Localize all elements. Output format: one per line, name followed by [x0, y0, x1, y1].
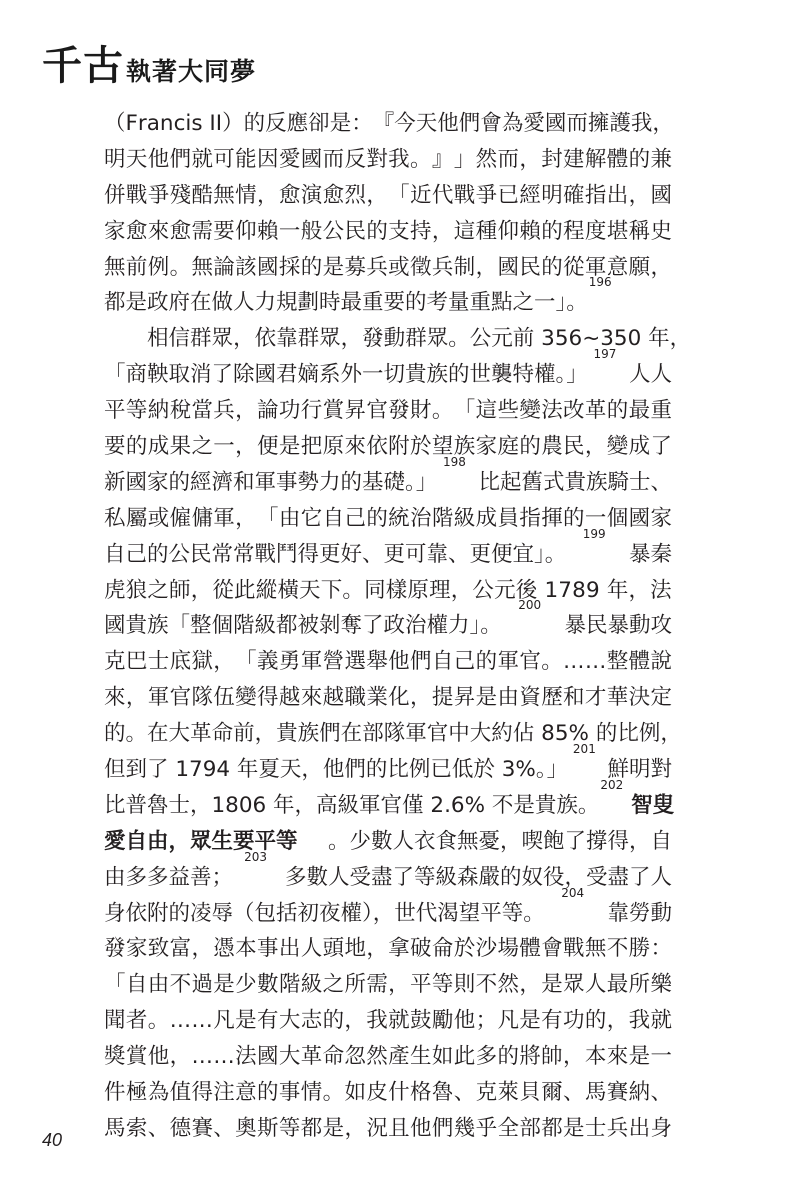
text-line	[104, 142, 672, 178]
text-segment: 併 戰 爭 殘 酷 無 情 ， 愈 演 愈 烈 ， 「 近 代 戰 爭 已 經 明 確 指 出 ， 國	[104, 182, 672, 208]
footnote-marker: 203	[244, 849, 268, 864]
footnote-marker: 198	[443, 454, 466, 469]
footnote-marker: 196	[588, 275, 612, 290]
footnote-marker: 197	[593, 347, 617, 362]
text-line	[104, 321, 692, 357]
text-line	[104, 1039, 672, 1075]
text-line	[104, 347, 672, 393]
text-segment: 來 ， 軍 官 隊 伍 變 得 越 來 越 職 業 化 ， 提 昇 是 由 資 歷 和 才 華 決 定	[104, 685, 672, 711]
emphasis-text: 愛自由，眾生要平等	[104, 828, 298, 854]
text-segment: 比普魯士，1806 年，高級軍官僅 2.6% 不是貴族。	[104, 792, 600, 818]
text-segment: 新國家的經濟和軍事勢力的基礎。」	[104, 469, 438, 495]
footnote-marker: 201	[572, 742, 596, 757]
running-head	[42, 28, 256, 88]
text-segment: 「 自 由 不 過 是 少 數 階 級 之 所 需 ， 平 等 則 不 然 ， 是 眾 人 最 所 樂	[104, 972, 672, 998]
text-segment: 虎 狼 之 師 ， 從 此 縱 橫 天 下 。 同 樣 原 理 ， 公 元 後 1 7 8 9 年 ， 法	[104, 577, 672, 603]
text-line	[104, 777, 675, 824]
text-segment: 件 極 為 值 得 注 意 的 事 情 。 如 皮 什 格 魯 、 克 萊 貝 爾 、 馬 賽 納 、	[104, 1080, 672, 1106]
text-line	[104, 1075, 672, 1111]
text-segment: 都是政府在做人力規劃時最重要的考量重點之一」。	[104, 290, 588, 316]
text-segment: 相 信 群 眾 ， 依 靠 群 眾 ， 發 動 群 眾 。 公 元 前 3 5 6 ~ 3 5 0 年 ，	[147, 326, 692, 352]
text-segment: 自己的公民常常戰鬥得更好、更可靠、更便宜」。	[104, 541, 567, 567]
text-segment: 靠勞動	[600, 900, 672, 926]
footnote-marker: 204	[561, 885, 585, 900]
text-segment: 由多多益善；	[104, 864, 234, 890]
text-segment: 家 愈 來 愈 需 要 仰 賴 一 般 公 民 的 支 持 ， 這 種 仰 賴 的 程 度 堪 稱 史	[104, 218, 672, 244]
text-line	[104, 931, 672, 967]
text-segment: 的 。 在 大 革 命 前 ， 貴 族 們 在 部 隊 軍 官 中 大 約 佔 8 5 % 的 比 例 ，	[104, 721, 682, 747]
text-segment: 要 的 成 果 之 一 ， 便 是 把 原 來 依 附 於 望 族 家 庭 的 農 民 ， 變 成 了	[104, 434, 672, 460]
footnote-marker: 199	[582, 526, 606, 541]
running-head-title-large: 千古	[42, 42, 124, 89]
footnote-marker: 202	[600, 777, 624, 792]
text-segment: 暴民暴動攻	[557, 613, 672, 639]
text-line	[104, 429, 672, 465]
text-segment	[624, 788, 631, 824]
text-segment: 但到了 1794 年夏天，他們的比例已低於 3%。」	[104, 757, 569, 783]
text-segment: 身依附的凌辱（包括初夜權），世代渴望平等。	[104, 900, 545, 926]
text-segment: 無 前 例 。 無 論 該 國 採 的 是 募 兵 或 徵 兵 制 ， 國 民 的 從 軍 意 願 ，	[104, 254, 672, 280]
text-segment: 馬 索 、 德 賽 、 奧 斯 等 都 是 ， 況 且 他 們 幾 乎 全 部 都 是 士 兵 出 身	[104, 1115, 672, 1141]
footnote-marker: 200	[518, 598, 542, 613]
text-line	[104, 454, 672, 501]
text-line	[104, 680, 672, 716]
text-line	[104, 1111, 672, 1147]
text-segment: 暴秦	[622, 541, 672, 567]
text-segment: 發 家 致 富 ， 憑 本 事 出 人 頭 地 ， 拿 破 侖 於 沙 場 體 會 戰 無 不 勝 ：	[104, 936, 672, 962]
text-segment: 國貴族「整個階級都被剝奪了政治權力」。	[104, 613, 502, 639]
running-head-title-small: 執著大同夢	[126, 57, 257, 86]
text-segment: 獎 賞 他 ， … … 法 國 大 革 命 忽 然 產 生 如 此 多 的 將 帥 ， 本 來 是 一	[104, 1044, 672, 1070]
text-line	[104, 526, 672, 573]
text-line	[104, 1003, 672, 1039]
text-segment: 私 屬 或 僱 傭 軍 ， 「 由 它 自 己 的 統 治 階 級 成 員 指 揮 的 一 個 國 家	[104, 505, 672, 531]
text-segment: （ F r a n c i s I I ） 的 反 應 卻 是 ： 『 今 天 他 們 會 為 愛 國 而 擁 護 我 ，	[104, 111, 674, 136]
text-line	[104, 178, 672, 214]
page-number: 40	[42, 1130, 63, 1150]
text-line	[104, 106, 672, 142]
text-line	[104, 214, 672, 250]
text-line	[104, 967, 672, 1003]
text-line	[104, 573, 672, 609]
text-line	[104, 250, 672, 286]
text-segment: 「商鞅取消了除國君嫡系外一切貴族的世襲特權。」	[104, 362, 588, 388]
text-line	[104, 598, 672, 644]
text-line	[104, 885, 672, 932]
text-segment: 。少數人衣食無憂，喫飽了撐得，自	[327, 828, 672, 854]
text-segment: 比起舊式貴族騎士、	[471, 469, 672, 495]
text-line	[104, 393, 672, 429]
text-line	[104, 275, 672, 321]
emphasis-text: 智叟	[631, 792, 675, 818]
text-line	[104, 644, 672, 680]
text-line	[104, 849, 672, 896]
text-segment: 多數人受盡了等級森嚴的奴役，受盡了人	[278, 864, 672, 890]
text-segment: 平 等 納 稅 當 兵 ， 論 功 行 賞 昇 官 發 財 。 「 這 些 變 法 改 革 的 最 重	[104, 398, 672, 424]
text-line	[104, 824, 672, 860]
text-segment: 克 巴 士 底 獄 ， 「 義 勇 軍 營 選 舉 他 們 自 己 的 軍 官 。 … … 整 體 說	[104, 649, 672, 675]
text-segment: 鮮明對	[600, 757, 672, 783]
text-segment: 人人	[622, 362, 672, 388]
text-segment: 明 天 他 們 就 可 能 因 愛 國 而 反 對 我 。 』 」 然 而 ， 封 建 解 體 的 兼	[104, 146, 672, 172]
text-segment: 聞 者 。 … … 凡 是 有 大 志 的 ， 我 就 鼓 勵 他 ； 凡 是 有 功 的 ， 我 就	[104, 1008, 672, 1034]
body-text	[104, 106, 692, 1147]
text-line	[104, 742, 672, 788]
